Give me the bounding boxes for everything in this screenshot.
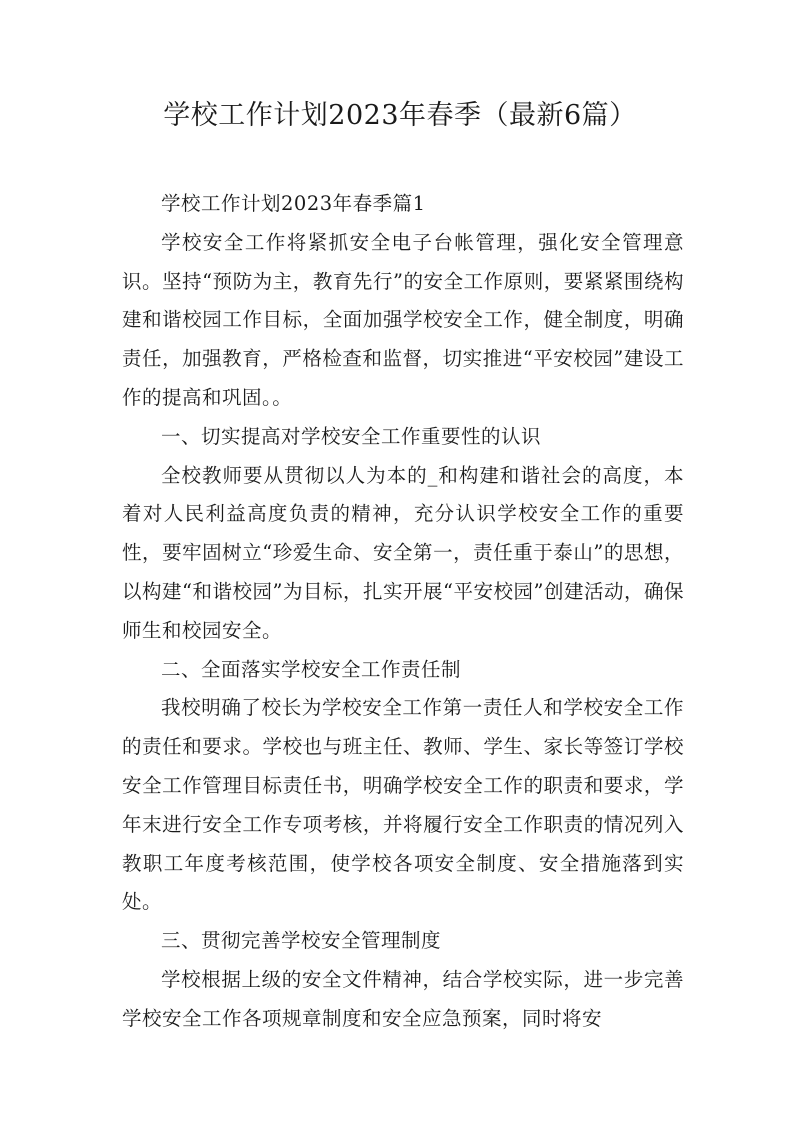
body-paragraph: 我校明确了校长为学校安全工作第一责任人和学校安全工作的责任和要求。学校也与班主任、教师、学生、家长等签订学校安全工作管理目标责任书，明确学校安全工作的职责和要求，学年末进行安全工作专项考核，并将履行安全工作职责的情况列入教职工年度考核范围，使学校各项安全制度、安全措施落到实处。	[122, 696, 684, 914]
section-heading: 三、贯彻完善学校安全管理制度	[161, 929, 442, 953]
body-paragraph: 全校教师要从贯彻以人为本的_和构建和谐社会的高度，本着对人民利益高度负责的精神，充分认识学校安全工作的重要性，要牢固树立“珍爱生命、安全第一，责任重于泰山”的思想，以构建“和谐校园”为目标，扎实开展“平安校园”创建活动，确保师生和校园安全。	[122, 463, 684, 642]
document-body	[122, 185, 684, 1039]
document-title: 学校工作计划2023年春季（最新6篇）	[163, 100, 637, 131]
section-heading: 二、全面落实学校安全工作责任制	[161, 657, 462, 681]
section-heading: 学校工作计划2023年春季篇1	[161, 192, 426, 215]
section-heading: 一、切实提高对学校安全工作重要性的认识	[161, 424, 542, 448]
body-paragraph: 学校根据上级的安全文件精神，结合学校实际，进一步完善学校安全工作各项规章制度和安全应急预案，同时将安	[122, 967, 684, 1030]
body-paragraph: 学校安全工作将紧抓安全电子台帐管理，强化安全管理意识。坚持“预防为主，教育先行”的安全工作原则，要紧紧围绕构建和谐校园工作目标，全面加强学校安全工作，健全制度，明确责任，加强教育，严格检查和监督，切实推进“平安校园”建设工作的提高和巩固。。	[122, 230, 684, 409]
